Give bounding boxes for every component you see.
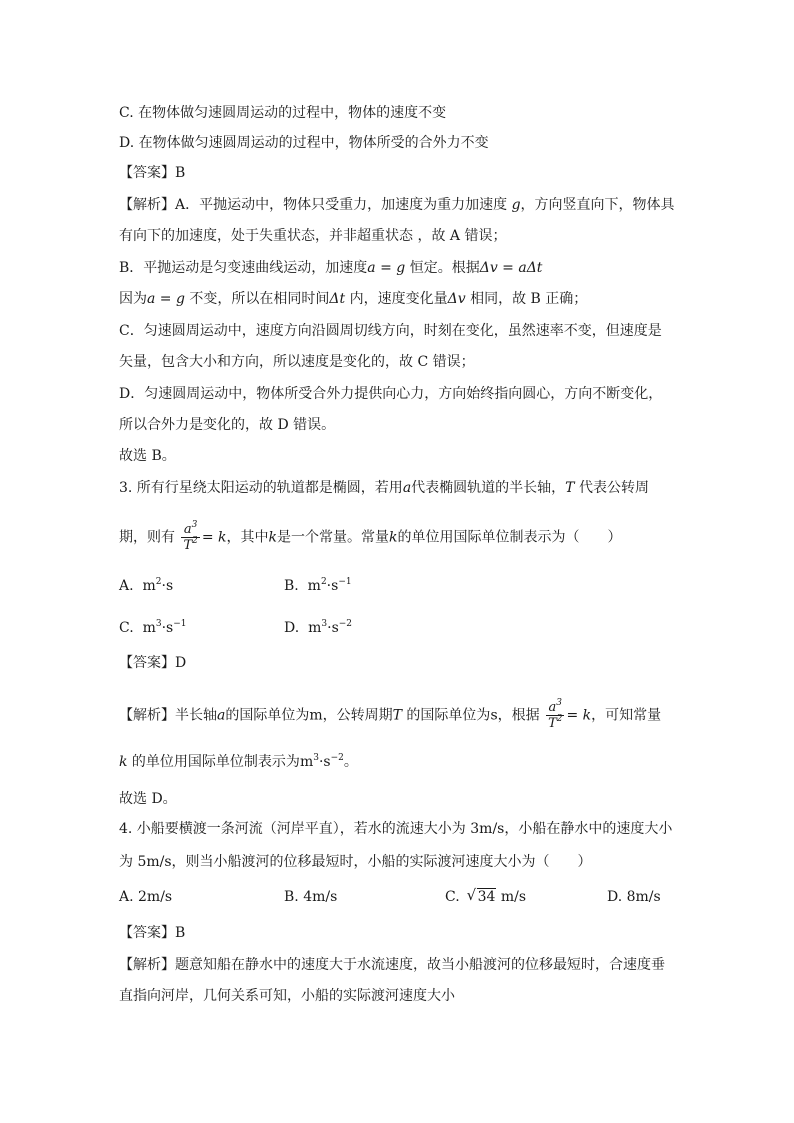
sqrt-symbol: √ 34 — [469, 887, 497, 907]
q4-analysis-line-1: 【解析】题意知船在静水中的速度大于水流速度，故当小船渡河的位移最短时，合速度垂 — [119, 957, 665, 973]
analysis-tag: 【解析】 — [119, 197, 175, 213]
q3-option-d: D. $m^3\cdot s^{-2}$ — [284, 619, 353, 636]
q2-analysis-line-7: D．匀速圆周运动中，物体所受合外力提供向心力，方向始终指向圆心，方向不断变化， — [119, 386, 663, 402]
q2-analysis-line-8: 所以合外力是变化的，故 D 错误。 — [119, 417, 336, 433]
q3-option-a: A. $m^2\cdot s$ — [119, 577, 174, 594]
q2-option-c: C. 在物体做匀速圆周运动的过程中，物体的速度不变 — [119, 105, 447, 121]
q2-analysis-line-6: 矢量，包含大小和方向，所以速度是变化的，故 C 错误； — [119, 354, 475, 370]
q4-stem-line-2: 为 5m/s，则当小船渡河的位移最短时，小船的实际渡河速度大小为（ ） — [119, 854, 592, 870]
answer-tag: 【答案】 — [119, 165, 175, 181]
answer-value: B — [175, 165, 186, 181]
q2-analysis-line-3: B．平抛运动是匀变速曲线运动，加速度a = g 恒定。根据Δv = aΔt — [119, 260, 543, 276]
answer-value: D — [175, 655, 187, 671]
kepler-fraction-analysis: $\frac{a^3}{T^2}$ — [548, 698, 563, 731]
q4-option-a: A. 2m/s — [119, 889, 173, 905]
kepler-fraction: $\frac{a^3}{T^2}$ — [183, 520, 198, 553]
answer-value: B — [175, 925, 186, 941]
q4-stem-line-1: 4. 小船要横渡一条河流（河岸平直），若水的流速大小为 3m/s，小船在静水中的速度大小 — [119, 821, 673, 837]
answer-tag: 【答案】 — [119, 925, 175, 941]
q2-conclusion: 故选 B。 — [119, 448, 176, 464]
q2-analysis-line-2: 有向下的加速度，处于失重状态，并非超重状态 ，故 A 错误； — [119, 228, 507, 244]
q3-stem-line-2: 期，则有 $\frac{a^3}{T^2}$ = k，其中k是一个常量。常量k的单位用国际单位制表示为（ ） — [119, 520, 622, 553]
q2-analysis-line-1: 【解析】A．平抛运动中，物体只受重力，加速度为重力加速度 g，方向竖直向下，物体具 — [119, 197, 675, 213]
q3-analysis-line-2: k 的单位用国际单位制表示为$m^3\cdot s^{-2}$。 — [119, 753, 358, 770]
q4-option-d: D. 8m/s — [607, 889, 661, 905]
q2-analysis-line-5: C．匀速圆周运动中，速度方向沿圆周切线方向，时刻在变化，虽然速率不变，但速度是 — [119, 323, 662, 339]
q3-conclusion: 故选 D。 — [119, 791, 177, 807]
q4-answer — [119, 923, 185, 943]
q3-analysis-line-1: 【解析】半长轴a的国际单位为m，公转周期T 的国际单位为s，根据 $\frac{a^3}{T^2}$ = k，可知常量 — [119, 698, 662, 731]
analysis-tag: 【解析】 — [119, 957, 175, 973]
q2-answer — [119, 163, 185, 183]
q3-answer — [119, 653, 186, 673]
q4-analysis-line-2: 直指向河岸，几何关系可知，小船的实际渡河速度大小 — [119, 988, 455, 1004]
q2-analysis-line-4: 因为a = g 不变，所以在相同时间Δt 内，速度变化量Δv 相同，故 B 正确； — [119, 291, 588, 307]
q4-option-b: B. 4m/s — [284, 889, 338, 905]
q4-option-c: C. √ 34 m/s — [445, 887, 526, 907]
q3-option-c: C. $m^3\cdot s^{-1}$ — [119, 619, 187, 636]
answer-tag: 【答案】 — [119, 655, 175, 671]
analysis-tag: 【解析】 — [119, 707, 175, 724]
q3-stem-line-1: 3. 所有行星绕太阳运动的轨道都是椭圆，若用a代表椭圆轨道的半长轴，T 代表公转周 — [119, 480, 649, 496]
q2-option-d: D. 在物体做匀速圆周运动的过程中，物体所受的合外力不变 — [119, 135, 489, 151]
q3-option-b: B. $m^2\cdot s^{-1}$ — [284, 577, 352, 594]
